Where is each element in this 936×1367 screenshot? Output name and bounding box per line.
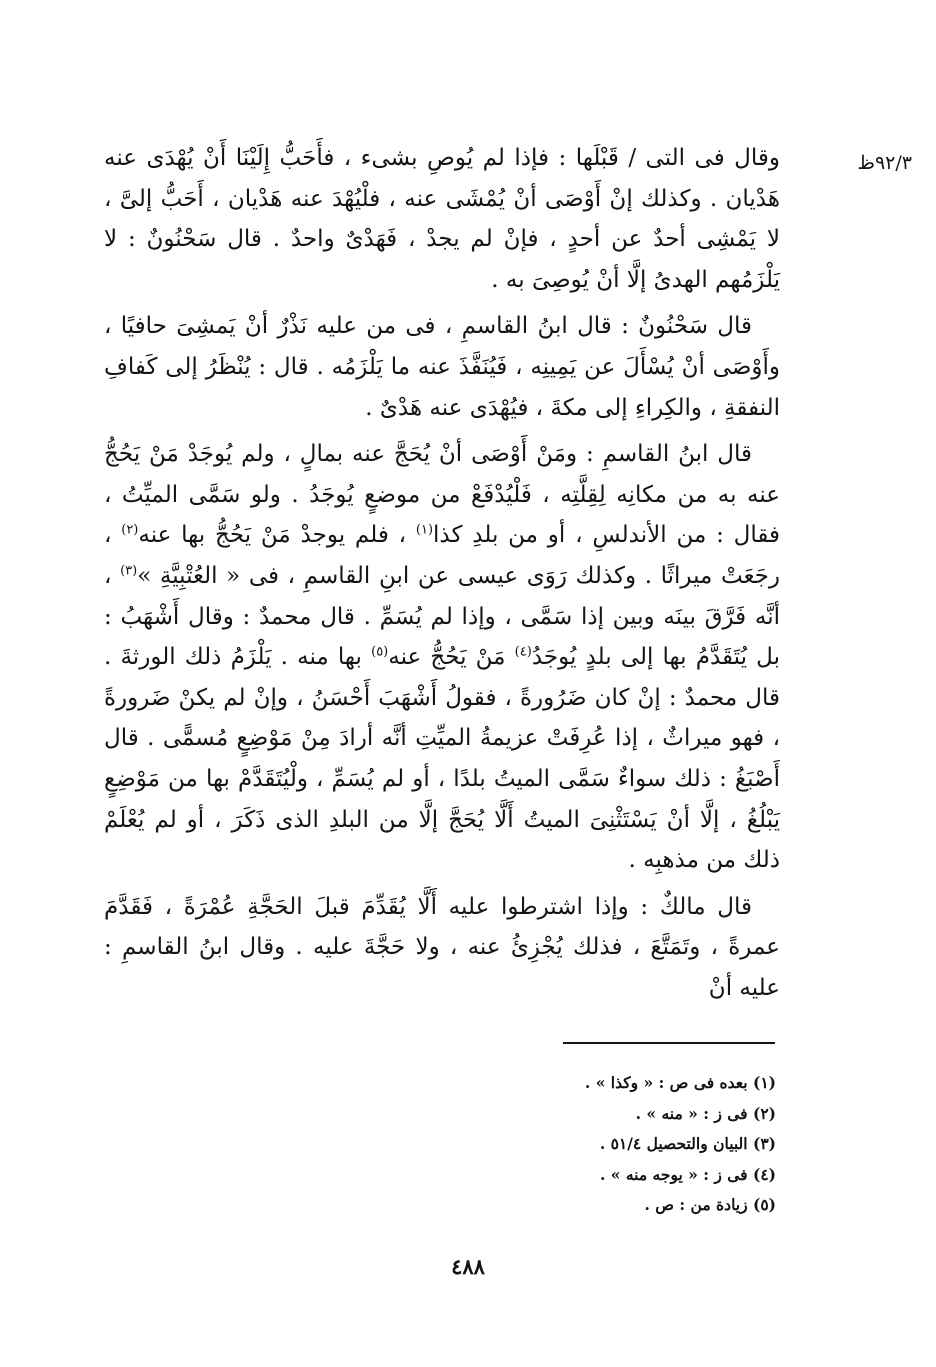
text-segment: ، فلم يوجدْ مَنْ يَحُجُّ بها عنه (138, 522, 416, 549)
footnote-marker: (١) (415, 522, 434, 538)
text-segment: ، أنَّه فَرَّقَ بينَه وبين إذا سَمَّى ، وإذا لم يُسَمِّ . قال محمدٌ : وقال أَشْهَبُ : بل يُتَقَدَّمُ بها إلى بلدٍ يُوجَدُ (104, 562, 780, 671)
paragraph-2 (104, 306, 780, 428)
main-text (104, 138, 780, 1014)
footnote-separator (563, 1042, 775, 1044)
footnote-marker: (٥) (371, 644, 389, 660)
text-segment: ، رجَعَتْ ميراثًا . وكذلك رَوَى عيسى عن ابنِ القاسمِ ، فى « العُتْبِيَّةِ » (104, 522, 781, 589)
text-segment: وقال فى التى / قَبْلَها : فإذا لم يُوصِ بشىء ، فأَحَبُّ إِلَيْنَا أَنْ يُهْدَى عنه هَدْيان . وكذلك إنْ أَوْصَى أنْ يُمْشَى عنه ، فلْيُهْدَ عنه هَدْيان ، أَحَبُّ إلىَّ ، لا يَمْشِى أحدٌ عن أحدٍ ، فإنْ لم يجدْ ، فَهَدْىٌ واحدٌ . قال سَحْنُونٌ : لا يَلْزَمُهم الهدىُ إلَّا أنْ يُوصِىَ به . (104, 145, 780, 293)
text-segment: قال مالكٌ : وإذا اشترطوا عليه أَلَّا يُقَدِّمَ قبلَ الحَجَّةِ عُمْرَةً ، فَقَدَّمَ عمرةً ، وتَمَتَّعَ ، فذلك يُجْزِئُ عنه ، ولا حَجَّةَ عليه . وقال ابنُ القاسمِ : عليه أنْ (104, 893, 780, 1001)
footnote-marker: (٢) (121, 522, 139, 538)
footnote-4: (٤) فى ز : « يوجه منه » . (600, 1164, 776, 1184)
paragraph-4 (104, 887, 780, 1009)
paragraph-3 (104, 434, 780, 881)
footnote-1: (١) بعده فى ص : « وكذا » . (584, 1073, 776, 1092)
footnote-5: (٥) زيادة من : ص . (644, 1195, 776, 1214)
paragraph-1 (104, 138, 780, 300)
text-segment: قال ابنُ القاسمِ : ومَنْ أَوْصَى أنْ يُحَجَّ عنه بمالٍ ، ولم يُوجَدْ مَنْ يَحُجُّ عنه به من مكانِه لِقِلَّتِه ، فَلْيُدْفَعْ من موضعٍ يُوجَدُ . ولو سَمَّى الميِّتُ ، فقال : من الأندلسِ ، أو من بلدِ كذا (104, 441, 780, 549)
footnotes (356, 1068, 776, 1221)
footnote-marker: (٣) (120, 563, 138, 579)
text-segment: مَنْ يَحُجُّ عنه (388, 644, 515, 671)
footnote-marker: (٤) (514, 644, 532, 660)
text-segment: قال سَحْنُونٌ : قال ابنُ القاسمِ ، فى من عليه نَذْرٌ أنْ يَمشِىَ حافيًا ، وأَوْصَى أنْ يُسْأَلَ عن يَمِينِه ، فَيُنَفَّذَ عنه ما يَلْزَمُه . قال : يُنْظَرُ إلى كَفافِ النفقةِ ، والكِراءِ إلى مكةَ ، فيُهْدَى عنه هَدْىٌ . (104, 313, 780, 421)
folio-margin-note: ٩٢/٣ظ (857, 152, 912, 174)
page-number: ٤٨٨ (451, 1254, 485, 1279)
footnote-3: (٣) البيان والتحصيل ٥١/٤ . (599, 1134, 776, 1153)
footnote-2: (٢) فى ز : « منه » . (635, 1103, 776, 1123)
text-segment: بها منه . يَلْزَمُ ذلك الورثةَ . قال محمدٌ : إنْ كان ضَرُورةً ، فقولُ أَشْهَبَ أَحْسَنُ ، وإنْ لم يكنْ ضَرورةً ، فهو ميراثٌ ، إذا عُرِفَتْ عزيمةُ الميِّتِ أنَّه أرادَ مِنْ مَوْضِعٍ مُسمًّى . قال أَصْبَغُ : ذلك سواءٌ سَمَّى الميتُ بلدًا ، أو لم يُسَمِّ ، ولْيُتَقَدَّمْ بها من مَوْضِعٍ يَبْلُغُ ، إلَّا أنْ يَسْتَثْنِىَ الميتُ أَلَّا يُحَجَّ إلَّا من البلدِ الذى ذَكَرَ ، أو لم يُعْلَمْ ذلك من مذهبِه . (104, 644, 780, 874)
